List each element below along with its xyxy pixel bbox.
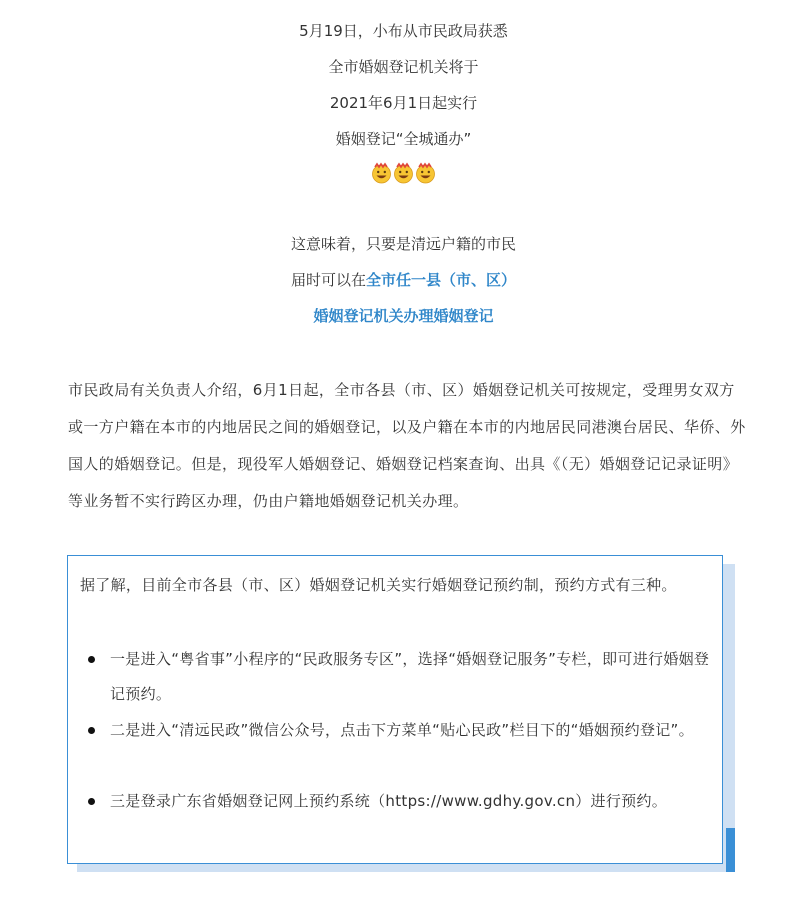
bullet-dot-icon (88, 798, 95, 805)
anywhere-highlight: 全市任一县（市、区） (366, 271, 517, 289)
box-intro: 据了解，目前全市各县（市、区）婚姻登记机关实行婚姻登记预约制，预约方式有三种。 (80, 576, 677, 594)
main-paragraph: 市民政局有关负责人介绍，6月1日起，全市各县（市、区）婚姻登记机关可按规定，受理男女双方或一方户籍在本市的内地居民之间的婚姻登记，以及户籍在本市的内地居民同港澳台居民、华侨、外国人的婚姻登记。但是，现役军人婚姻登记、婚姻登记档案查询、出具《（无）婚姻登记记录证明》等业务暂不实行跨区办理，仍由户籍地婚姻登记机关办理。 (68, 381, 746, 510)
list-item (110, 784, 710, 819)
intro-line-4: 婚姻登记“全城通办” (335, 130, 472, 148)
bullet-dot-icon (88, 727, 95, 734)
box-shadow-accent (726, 828, 735, 872)
intro-line-1: 5月19日，小布从市民政局获悉 (299, 22, 508, 40)
intro-line-2: 全市婚姻登记机关将于 (328, 58, 479, 76)
bullet-dot-icon (88, 656, 95, 663)
list-item (110, 713, 710, 748)
anywhere-line (0, 270, 807, 290)
grinning-face-icon (415, 162, 436, 184)
list-item-text: 二是进入“清远民政”微信公众号，点击下方菜单“贴心民政”栏目下的“婚姻预约登记”。 (110, 721, 694, 739)
anywhere-prefix: 届时可以在 (290, 271, 366, 289)
appointment-info-box (67, 555, 723, 864)
grinning-face-icon (393, 162, 414, 184)
list-item-text: 三是登录广东省婚姻登记网上预约系统（https://www.gdhy.gov.cn）进行预约。 (110, 792, 668, 810)
meaning-line: 这意味着，只要是清远户籍的市民 (290, 235, 516, 253)
list-item (110, 642, 710, 712)
emoji-row (0, 162, 807, 184)
list-item-text: 一是进入“粤省事”小程序的“民政服务专区”，选择“婚姻登记服务”专栏，即可进行婚姻登记预约。 (110, 650, 710, 703)
office-line: 婚姻登记机关办理婚姻登记 (313, 307, 494, 325)
grinning-face-icon (371, 162, 392, 184)
intro-line-3: 2021年6月1日起实行 (329, 94, 478, 112)
